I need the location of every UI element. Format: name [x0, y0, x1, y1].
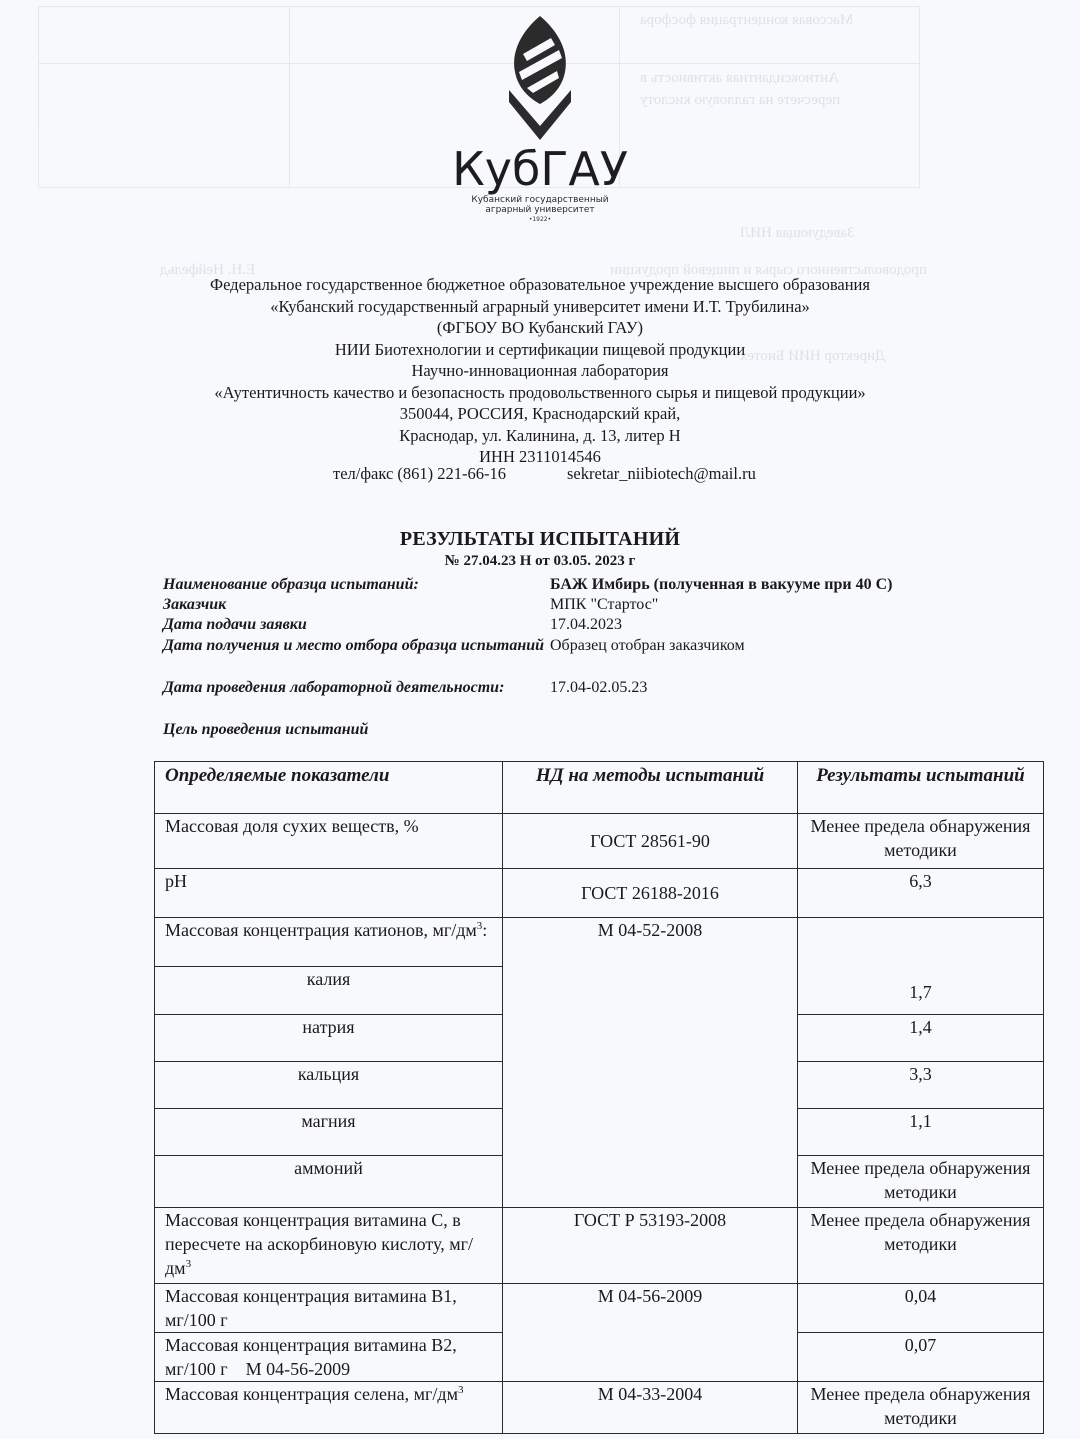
column-header-results: Результаты испытаний: [798, 762, 1044, 814]
indicator-cell: натрия: [155, 1015, 503, 1062]
table-row: [155, 814, 1044, 869]
bleed-through-text: Массовая концентрация фосфора: [640, 12, 854, 28]
table-row: [155, 869, 1044, 918]
result-cell: 6,3: [798, 869, 1044, 918]
table-row: [155, 1208, 1044, 1284]
result-cell: 1,4: [798, 1015, 1044, 1062]
result-cell: Менее предела обнаружения методики: [798, 814, 1044, 869]
method-cell: М 04-33-2004: [503, 1382, 798, 1434]
indicator-cell: pH: [155, 869, 503, 918]
result-cell: Менее предела обнаружения методики: [798, 1208, 1044, 1284]
info-row-sample-name: [163, 575, 892, 595]
org-line: Научно-инновационная лаборатория: [411, 361, 669, 380]
bleed-through-text: Е.Н. Нейфельд: [160, 262, 256, 278]
org-line: Краснодар, ул. Калинина, д. 13, литер Н: [399, 425, 681, 445]
org-line: «Аутентичность качество и безопасность продовольственного сырья и пищевой продукции»: [214, 382, 866, 402]
result-cell: 3,3: [798, 1062, 1044, 1109]
indicator-cell: магния: [155, 1109, 503, 1156]
indicator-cell: кальция: [155, 1062, 503, 1109]
org-line: НИИ Биотехнологии и сертификации пищевой продукции: [334, 339, 746, 359]
method-cell: ГОСТ Р 53193-2008: [503, 1208, 798, 1284]
bleed-through-text: Заведующая НИЛ: [740, 225, 855, 241]
org-line: ИНН 2311014546: [479, 447, 601, 466]
indicator-cell: Массовая доля сухих веществ, %: [155, 814, 503, 869]
info-value: МПК "Стартос": [550, 596, 659, 613]
method-cell-cations: М 04-52-2008: [503, 918, 798, 1208]
info-row-customer: [163, 595, 658, 615]
indicator-cell: аммоний: [155, 1156, 503, 1208]
bleed-through-text: продовольственного сырья и пищевой продукции: [610, 262, 927, 278]
info-value: 17.04.2023: [550, 616, 622, 633]
result-cell: 1,7: [798, 918, 1044, 1015]
result-cell: 0,07: [798, 1333, 1044, 1382]
org-line: «Кубанский государственный аграрный университет имени И.Т. Трубилина»: [270, 296, 810, 316]
results-table: [154, 761, 1044, 1434]
bleed-through-text: Антиоксидантная активность в: [640, 70, 839, 86]
document-title: РЕЗУЛЬТАТЫ ИСПЫТАНИЙ: [399, 528, 681, 550]
info-label: Дата подачи заявки: [163, 616, 307, 633]
method-cell: ГОСТ 26188-2016: [503, 869, 798, 918]
table-header-row: [155, 762, 1044, 814]
info-value: 17.04-02.05.23: [550, 679, 648, 696]
column-header-methods: НД на методы испытаний: [503, 762, 798, 814]
organization-header: [100, 274, 980, 468]
info-row-application-date: [163, 615, 622, 635]
result-cell: Менее предела обнаружения методики: [798, 1156, 1044, 1208]
org-line: 350044, РОССИЯ, Краснодарский край,: [399, 404, 681, 423]
table-row: [155, 918, 1044, 967]
result-cell: 1,1: [798, 1109, 1044, 1156]
info-value: БАЖ Имбирь (полученная в вакууме при 40 С): [550, 576, 893, 593]
indicator-cell: Массовая концентрация витамина В2, мг/100 г М 04-56-2009: [155, 1333, 503, 1382]
indicator-cell: Массовая концентрация витамина С, в пересчете на аскорбиновую кислоту, $мг/дм^3$: [155, 1208, 503, 1284]
org-line: Федеральное государственное бюджетное образовательное учреждение высшего образования: [210, 275, 870, 294]
logo-wordmark: КубГАУ: [452, 142, 628, 196]
info-label: Дата получения и место отбора образца испытаний: [163, 637, 545, 654]
indicator-cell: Массовая концентрация витамина В1, мг/100 г: [155, 1284, 503, 1333]
phone-fax: тел/факс (861) 221-66-16: [333, 464, 507, 483]
info-row-receipt: [163, 636, 745, 656]
result-cell: Менее предела обнаружения методики: [798, 1382, 1044, 1434]
table-row: [155, 1382, 1044, 1434]
leaf-emblem-icon: [507, 14, 573, 142]
logo-subtitle: Кубанский государственный аграрный университет •1922•: [471, 195, 609, 223]
info-label: Наименование образца испытаний:: [163, 576, 419, 593]
kubgau-logo: [440, 14, 640, 225]
info-label: Дата проведения лабораторной деятельности:: [163, 679, 505, 696]
column-header-indicators: Определяемые показатели: [155, 762, 503, 814]
info-label: Заказчик: [163, 596, 227, 613]
indicator-cell: калия: [155, 967, 503, 1015]
method-cell: М 04-56-2009: [503, 1284, 798, 1382]
table-row: [155, 1284, 1044, 1333]
result-cell: 0,04: [798, 1284, 1044, 1333]
indicator-cell: Массовая концентрация селена, $мг/дм^3$: [155, 1382, 503, 1434]
method-cell: ГОСТ 28561-90: [503, 814, 798, 869]
bleed-through-text: Директор НИИ Биотех: [740, 348, 886, 364]
bleed-through-text: пересчете на галловую кислоту: [640, 92, 841, 108]
indicator-cell: Массовая концентрация катионов, $мг/дм^3$:: [155, 918, 503, 967]
info-row-purpose: [163, 720, 550, 740]
org-line: (ФГБОУ ВО Кубанский ГАУ): [436, 318, 644, 337]
info-label: Цель проведения испытаний: [163, 721, 369, 738]
document-number: № 27.04.23 Н от 03.05. 2023 г: [444, 553, 636, 569]
info-value: Образец отобран заказчиком: [550, 637, 745, 654]
info-row-lab-dates: [163, 678, 647, 698]
email-address[interactable]: sekretar_niibiotech@mail.ru: [567, 464, 756, 483]
